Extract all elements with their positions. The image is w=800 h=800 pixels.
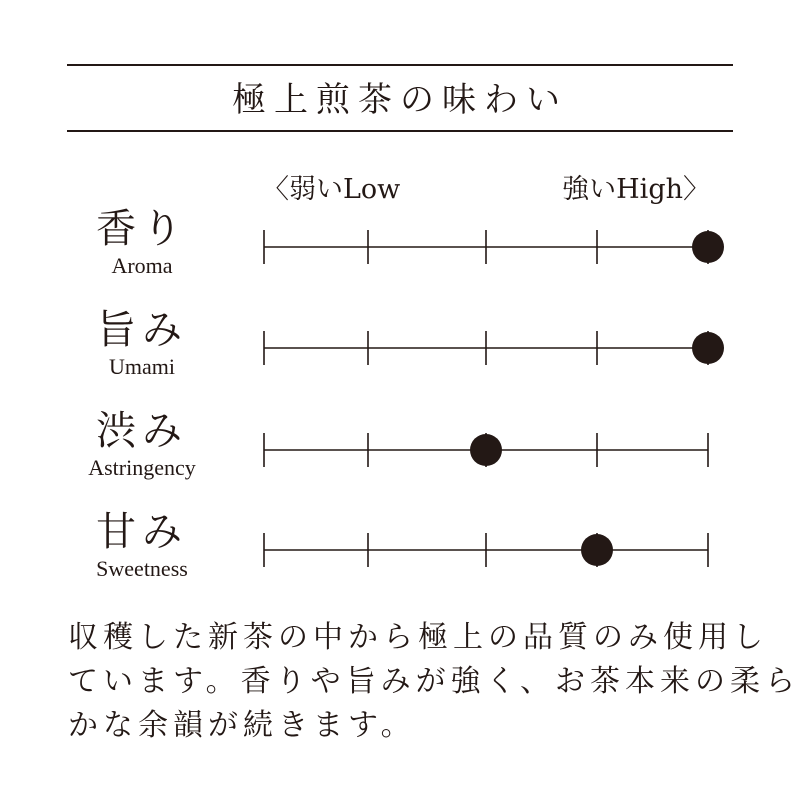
row-label-en: Astringency xyxy=(88,455,196,480)
description-line: かな余韻が続きます。 xyxy=(68,708,416,743)
description-line: ています。香りや旨みが強く、お茶本来の柔ら xyxy=(68,664,800,699)
value-marker xyxy=(470,434,502,466)
row-label-jp: 香り xyxy=(96,206,188,252)
row-label-en: Aroma xyxy=(111,253,173,278)
value-marker xyxy=(692,332,724,364)
description xyxy=(68,616,800,748)
row-label-en: Sweetness xyxy=(96,556,188,581)
page-title: 極上煎茶の味わい xyxy=(232,80,568,120)
scale-high-label: 強いHigh〉 xyxy=(562,174,710,205)
value-marker xyxy=(581,534,613,566)
row-label-en: Umami xyxy=(109,354,175,379)
scale-low-label: 〈弱いLow xyxy=(262,174,401,205)
row-label-jp: 旨み xyxy=(96,307,188,353)
description-line: 収穫した新茶の中から極上の品質のみ使用し xyxy=(68,620,768,655)
row-label-jp: 甘み xyxy=(96,509,188,555)
value-marker xyxy=(692,231,724,263)
row-label-jp: 渋み xyxy=(96,408,188,454)
